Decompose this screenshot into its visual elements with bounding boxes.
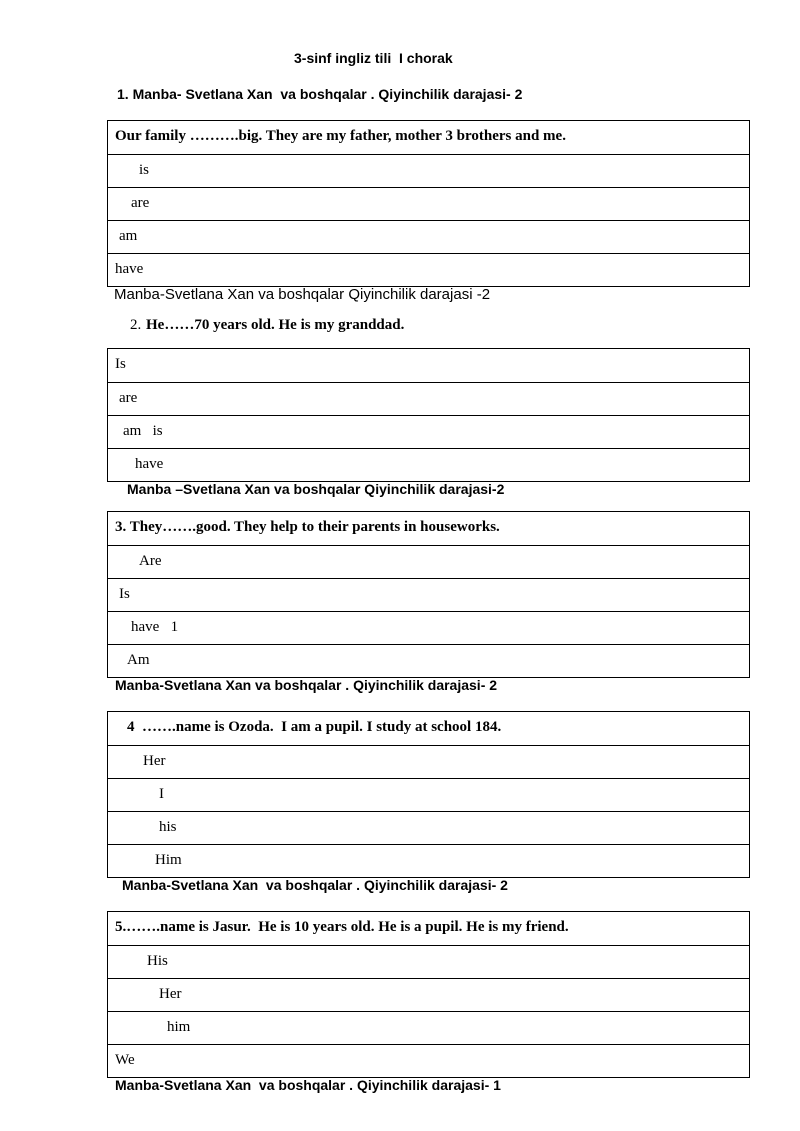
question-2-source: Manba-Svetlana Xan va boshqalar Qiyinchilik darajasi -2 bbox=[114, 286, 491, 303]
question-3-text: 3. They…….good. They help to their parents in houseworks. bbox=[115, 519, 500, 535]
question-3-option-b[interactable] bbox=[108, 578, 749, 611]
option-label: have 1 bbox=[131, 619, 179, 635]
question-5-source: Manba-Svetlana Xan va boshqalar . Qiyinchilik darajasi- 2 bbox=[122, 877, 508, 893]
question-2-text: He……70 years old. He is my granddad. bbox=[146, 317, 405, 333]
question-1-option-c[interactable] bbox=[108, 220, 749, 253]
option-label: Her bbox=[159, 986, 182, 1002]
question-5-option-b[interactable] bbox=[108, 978, 749, 1011]
question-1-option-a[interactable] bbox=[108, 154, 749, 187]
question-2-option-c[interactable] bbox=[108, 415, 749, 448]
question-5-option-c[interactable] bbox=[108, 1011, 749, 1044]
question-2-number: 2. bbox=[130, 317, 142, 333]
question-5-option-d[interactable] bbox=[108, 1044, 749, 1077]
footer-source: Manba-Svetlana Xan va boshqalar . Qiyinchilik darajasi- 1 bbox=[115, 1077, 501, 1093]
question-4-option-c[interactable] bbox=[108, 811, 749, 844]
option-label: Are bbox=[139, 553, 162, 569]
question-2-option-d[interactable] bbox=[108, 448, 749, 481]
option-label: Him bbox=[155, 852, 182, 868]
question-5-text: 5.…….name is Jasur. He is 10 years old. He is a pupil. He is my friend. bbox=[115, 919, 569, 935]
question-4-source: Manba-Svetlana Xan va boshqalar . Qiyinchilik darajasi- 2 bbox=[115, 677, 498, 693]
question-4-text-row bbox=[108, 712, 749, 745]
option-label: His bbox=[147, 953, 168, 969]
question-5-text-row bbox=[108, 912, 749, 945]
option-label: have bbox=[135, 456, 164, 472]
question-5-table bbox=[107, 911, 750, 1078]
question-3-option-a[interactable] bbox=[108, 545, 749, 578]
option-label: am bbox=[119, 228, 138, 244]
option-label: are bbox=[119, 390, 138, 406]
question-4-option-a[interactable] bbox=[108, 745, 749, 778]
question-1-text-row bbox=[108, 121, 749, 154]
question-2-option-a[interactable] bbox=[108, 349, 749, 382]
question-3-text-row bbox=[108, 512, 749, 545]
option-label: are bbox=[131, 195, 150, 211]
question-1-table bbox=[107, 120, 750, 287]
option-label: is bbox=[139, 162, 150, 178]
question-1-option-b[interactable] bbox=[108, 187, 749, 220]
question-1-source: 1. Manba- Svetlana Xan va boshqalar . Qiyinchilik darajasi- 2 bbox=[117, 86, 523, 102]
option-label: Am bbox=[127, 652, 150, 668]
question-1-text: Our family ……….big. They are my father, mother 3 brothers and me. bbox=[115, 128, 566, 144]
option-label: Is bbox=[119, 586, 130, 602]
question-2-option-b[interactable] bbox=[108, 382, 749, 415]
question-4-text: 4 …….name is Ozoda. I am a pupil. I study at school 184. bbox=[127, 719, 502, 735]
option-label: his bbox=[159, 819, 177, 835]
option-label: have bbox=[115, 261, 144, 277]
question-1-option-d[interactable] bbox=[108, 253, 749, 286]
question-3-table bbox=[107, 511, 750, 678]
question-4-table bbox=[107, 711, 750, 878]
option-label: We bbox=[115, 1052, 135, 1068]
option-label: Is bbox=[115, 356, 126, 372]
page-title: 3-sinf ingliz tili I chorak bbox=[294, 50, 453, 66]
question-5-option-a[interactable] bbox=[108, 945, 749, 978]
question-4-option-b[interactable] bbox=[108, 778, 749, 811]
question-3-option-c[interactable] bbox=[108, 611, 749, 644]
option-label: Her bbox=[143, 753, 166, 769]
option-label: him bbox=[167, 1019, 191, 1035]
question-2-table bbox=[107, 348, 750, 482]
option-label: am is bbox=[123, 423, 163, 439]
option-label: I bbox=[159, 786, 164, 802]
question-4-option-d[interactable] bbox=[108, 844, 749, 877]
question-3-option-d[interactable] bbox=[108, 644, 749, 677]
question-3-source: Manba –Svetlana Xan va boshqalar Qiyinchilik darajasi-2 bbox=[127, 481, 505, 497]
